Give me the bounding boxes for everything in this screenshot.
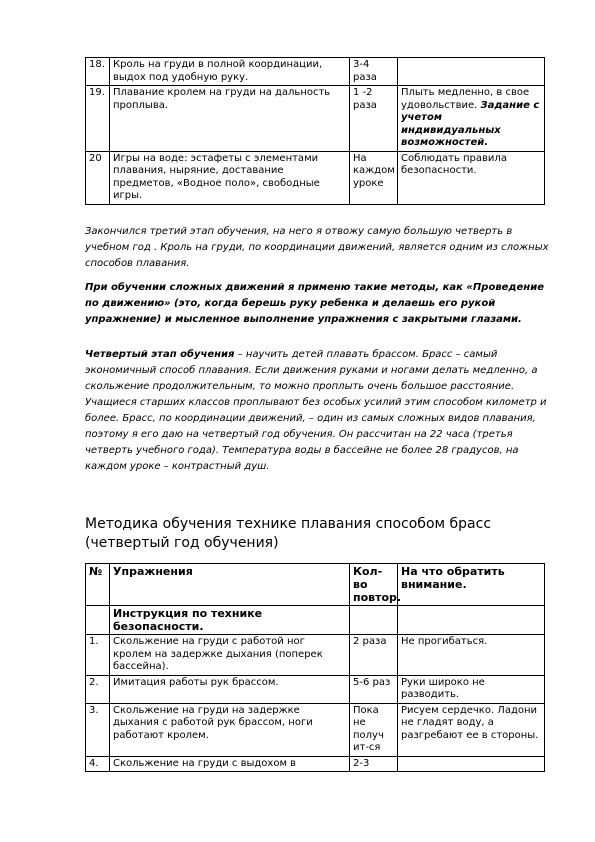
table-row [86,86,545,152]
paragraph-fourth-stage [85,347,550,475]
header-note: На что обратить внимание. [398,564,545,606]
note-cell [398,756,545,772]
note-cell [398,58,545,86]
note-text: Плыть медленно, в свое удовольствие. [401,87,530,111]
row-number: 1. [86,635,110,676]
row-number: 20 [86,151,110,204]
header-reps: Кол-во повтор. [350,564,398,606]
table-row [86,58,545,86]
table-row [86,703,545,756]
note-cell: Не прогибаться. [398,635,545,676]
safety-instruction: Инструкция по технике безопасности. [110,606,350,635]
table-row [86,675,545,703]
row-number: 19. [86,86,110,152]
paragraph-lead: Четвертый этап обучения [85,349,235,360]
exercise-table-crawl [85,57,545,205]
exercise-table-breaststroke [85,563,545,772]
paragraph-methods: При обучении сложных движений я применю такие методы, как «Проведение по движению» (это, когда берешь руку ребенка и делаешь его рукой упражнение) и мысленное выполнение упражнения с закрытыми глазами. [85,282,544,325]
note-emphasis: Задание с учетом индивидуальных возможностей. [401,99,540,148]
table-header-row [86,564,545,606]
table-row [86,151,545,204]
note-cell: Рисуем сердечко. Ладони не гладят воду, а разгребают ее в стороны. [398,703,545,756]
note-cell [398,86,545,152]
exercise-cell: Кроль на груди в полной координации, выдох под удобную руку. [110,58,350,86]
table-row [86,635,545,676]
reps-cell: 2-3 [350,756,398,772]
reps-cell: 1 -2 раза [350,86,398,152]
table-row-safety [86,606,545,635]
reps-cell: 5-6 раз [350,675,398,703]
exercise-cell: Плавание кролем на груди на дальность проплыва. [110,86,350,152]
reps-cell: 2 раза [350,635,398,676]
row-number: 4. [86,756,110,772]
reps-cell: 3-4 раза [350,58,398,86]
row-number: 2. [86,675,110,703]
reps-cell: На каждом уроке [350,151,398,204]
exercise-cell: Имитация работы рук брассом. [110,675,350,703]
exercise-cell: Скольжение на груди с работой ног кролем на задержке дыхания (поперек бассейна). [110,635,350,676]
paragraph-third-stage: Закончился третий этап обучения, на него я отвожу самую большую четверть в учебном год . Кроль на груди, по координации движений, является одним из сложных способов плавания. [85,226,549,269]
exercise-cell: Игры на воде: эстафеты с элементами плавания, ныряние, доставание предметов, «Водное поло», свободные игры. [110,151,350,204]
note-cell: Руки широко не разводить. [398,675,545,703]
reps-cell: Пока не получ ит-ся [350,703,398,756]
paragraph-body: – научить детей плавать брассом. Брасс – самый экономичный способ плавания. Если движения руками и ногами делать медленно, а скольжение продолжительным, то можно проплыть очень большое расстояние. Учащиеся старших классов проплывают без особых усилий этим способом километр и более. Брасс, по координации движений, – один из самых сложных видов плавания, поэтому я его даю на четвертый год обучения. Он рассчитан на 22 часа (третья четверть учебного года). Температура воды в бассейне не более 28 градусов, на каждом уроке – контрастный душ. [85,349,547,472]
row-number: 18. [86,58,110,86]
header-num: № [86,564,110,606]
row-number: 3. [86,703,110,756]
table-row [86,756,545,772]
exercise-cell: Скольжение на груди с выдохом в [110,756,350,772]
note-cell: Соблюдать правила безопасности. [398,151,545,204]
header-exercise: Упражнения [110,564,350,606]
section-heading: Методика обучения технике плавания способом брасс (четвертый год обучения) [85,516,492,551]
exercise-cell: Скольжение на груди на задержке дыхания с работой рук брассом, ноги работают кролем. [110,703,350,756]
